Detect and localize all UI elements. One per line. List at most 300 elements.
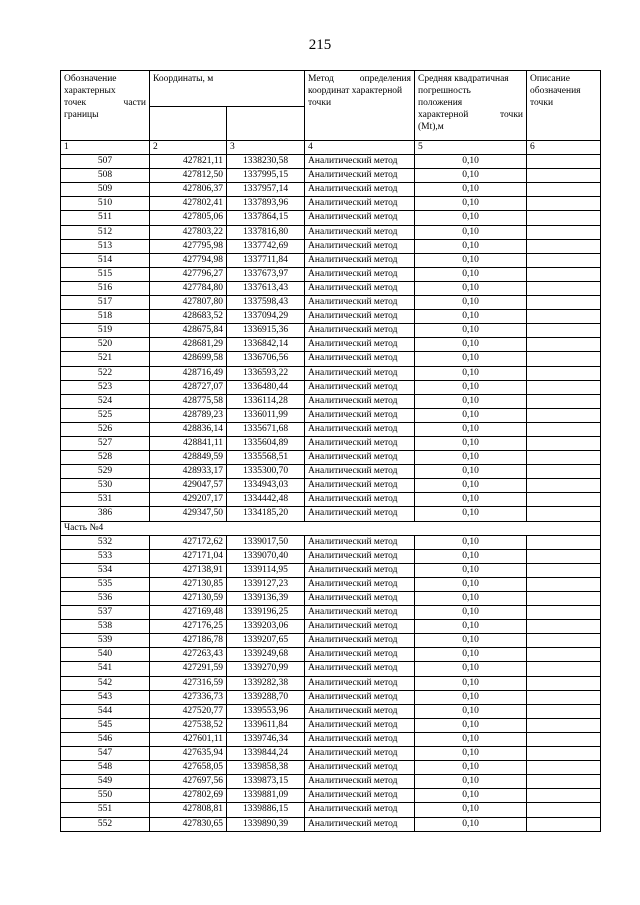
table-cell: 427336,73: [150, 690, 227, 704]
table-cell: 427538,52: [150, 718, 227, 732]
table-row: [61, 620, 601, 634]
table-cell: 428775,58: [150, 394, 227, 408]
table-row: [61, 577, 601, 591]
table-cell: 0,10: [415, 338, 527, 352]
table-cell: 1339017,50: [227, 535, 305, 549]
table-cell: 508: [61, 169, 150, 183]
table-cell: [527, 549, 601, 563]
table-cell: 0,10: [415, 648, 527, 662]
table-cell: 0,10: [415, 324, 527, 338]
header-text: характерной точки: [418, 110, 524, 120]
table-cell: 1335604,89: [227, 436, 305, 450]
table-cell: Аналитический метод: [305, 352, 415, 366]
table-cell: Аналитический метод: [305, 211, 415, 225]
table-cell: 427784,80: [150, 281, 227, 295]
table-cell: 428727,07: [150, 380, 227, 394]
table-cell: 427821,11: [150, 155, 227, 169]
page-number: 215: [308, 37, 332, 53]
table-cell: 427316,59: [150, 676, 227, 690]
table-cell: [527, 507, 601, 521]
table-cell: [527, 789, 601, 803]
table-cell: 429207,17: [150, 493, 227, 507]
table-row: [61, 479, 601, 493]
table-row: [61, 747, 601, 761]
table-cell: [527, 324, 601, 338]
table-row: [61, 465, 601, 479]
table-cell: [527, 296, 601, 310]
table-cell: 1339553,96: [227, 704, 305, 718]
table-cell: 427138,91: [150, 563, 227, 577]
table-cell: Аналитический метод: [305, 197, 415, 211]
table-cell: 0,10: [415, 577, 527, 591]
table-cell: 1336011,99: [227, 408, 305, 422]
table-cell: 1336480,44: [227, 380, 305, 394]
table-cell: [527, 732, 601, 746]
table-cell: 428836,14: [150, 422, 227, 436]
table-cell: 427808,81: [150, 803, 227, 817]
table-cell: 1339196,25: [227, 606, 305, 620]
table-cell: 543: [61, 690, 150, 704]
table-cell: 428683,52: [150, 310, 227, 324]
table-cell: [527, 761, 601, 775]
table-cell: 518: [61, 310, 150, 324]
table-cell: 1339611,84: [227, 718, 305, 732]
table-cell: 0,10: [415, 281, 527, 295]
table-cell: 0,10: [415, 817, 527, 831]
table-cell: [527, 451, 601, 465]
header-text: положения: [418, 98, 463, 108]
table-cell: 1339070,40: [227, 549, 305, 563]
table-cell: 427186,78: [150, 634, 227, 648]
table-cell: 520: [61, 338, 150, 352]
table-cell: 386: [61, 507, 150, 521]
table-cell: [527, 747, 601, 761]
table-cell: Аналитический метод: [305, 451, 415, 465]
table-cell: 428675,84: [150, 324, 227, 338]
table-cell: 1339858,38: [227, 761, 305, 775]
header-description: [527, 71, 601, 141]
table-cell: 0,10: [415, 535, 527, 549]
table-cell: 1339270,99: [227, 662, 305, 676]
table-cell: 540: [61, 648, 150, 662]
table-cell: 0,10: [415, 803, 527, 817]
table-cell: 0,10: [415, 676, 527, 690]
table-cell: [527, 281, 601, 295]
col-num: 1: [61, 141, 150, 155]
table-cell: [527, 366, 601, 380]
table-row: [61, 324, 601, 338]
header-text: точки: [530, 98, 554, 108]
table-cell: Аналитический метод: [305, 225, 415, 239]
table-cell: 1339890,39: [227, 817, 305, 831]
table-cell: [527, 465, 601, 479]
table-cell: 542: [61, 676, 150, 690]
table-cell: Аналитический метод: [305, 634, 415, 648]
table-cell: Аналитический метод: [305, 465, 415, 479]
table-cell: [527, 817, 601, 831]
table-cell: Аналитический метод: [305, 789, 415, 803]
table-cell: 1337957,14: [227, 183, 305, 197]
table-cell: 1334442,48: [227, 493, 305, 507]
table-cell: Аналитический метод: [305, 253, 415, 267]
table-cell: Аналитический метод: [305, 239, 415, 253]
table-row: [61, 211, 601, 225]
table-cell: 427520,77: [150, 704, 227, 718]
table-cell: 534: [61, 563, 150, 577]
table-cell: Аналитический метод: [305, 408, 415, 422]
table-row: [61, 366, 601, 380]
table-cell: Аналитический метод: [305, 732, 415, 746]
table-cell: 0,10: [415, 197, 527, 211]
table-cell: 0,10: [415, 718, 527, 732]
table-cell: [527, 394, 601, 408]
header-text: границы: [64, 110, 99, 120]
table-cell: 0,10: [415, 155, 527, 169]
table-cell: 1334185,20: [227, 507, 305, 521]
table-cell: 1337864,15: [227, 211, 305, 225]
table-cell: 514: [61, 253, 150, 267]
col-num: 3: [227, 141, 305, 155]
table-cell: 1336915,36: [227, 324, 305, 338]
table-cell: 0,10: [415, 352, 527, 366]
table-cell: Аналитический метод: [305, 577, 415, 591]
table-row: [61, 352, 601, 366]
header-text: Средняя квадратичная: [418, 74, 509, 84]
table-cell: 511: [61, 211, 150, 225]
table-row: [61, 493, 601, 507]
table-cell: 427658,05: [150, 761, 227, 775]
table-cell: 428849,59: [150, 451, 227, 465]
table-row: [61, 704, 601, 718]
table-cell: Аналитический метод: [305, 394, 415, 408]
table-cell: Аналитический метод: [305, 169, 415, 183]
table-cell: 427601,11: [150, 732, 227, 746]
table-cell: [527, 563, 601, 577]
table-cell: [527, 211, 601, 225]
table-cell: 522: [61, 366, 150, 380]
table-cell: 427802,41: [150, 197, 227, 211]
table-cell: 427130,85: [150, 577, 227, 591]
table-cell: 428841,11: [150, 436, 227, 450]
table-cell: 427794,98: [150, 253, 227, 267]
table-cell: [527, 479, 601, 493]
table-cell: 538: [61, 620, 150, 634]
table-cell: 551: [61, 803, 150, 817]
table-cell: [527, 183, 601, 197]
table-cell: 1339136,39: [227, 592, 305, 606]
table-cell: 524: [61, 394, 150, 408]
table-cell: 427176,25: [150, 620, 227, 634]
table-cell: [527, 380, 601, 394]
table-cell: 428716,49: [150, 366, 227, 380]
table-row: [61, 775, 601, 789]
table-cell: Аналитический метод: [305, 535, 415, 549]
column-numbers-row: [61, 141, 601, 155]
table-row: [61, 718, 601, 732]
table-cell: 1336593,22: [227, 366, 305, 380]
table-cell: 548: [61, 761, 150, 775]
table-cell: 0,10: [415, 183, 527, 197]
table-row: [61, 155, 601, 169]
header-error: [415, 71, 527, 141]
table-cell: 525: [61, 408, 150, 422]
table-cell: 0,10: [415, 606, 527, 620]
table-cell: 539: [61, 634, 150, 648]
table-cell: 523: [61, 380, 150, 394]
table-cell: 536: [61, 592, 150, 606]
table-cell: 1337598,43: [227, 296, 305, 310]
table-cell: 0,10: [415, 451, 527, 465]
table-cell: 1339207,65: [227, 634, 305, 648]
table-cell: 547: [61, 747, 150, 761]
table-cell: 0,10: [415, 479, 527, 493]
table-cell: 1339886,15: [227, 803, 305, 817]
table-cell: [527, 634, 601, 648]
table-cell: 531: [61, 493, 150, 507]
table-cell: 1339249,68: [227, 648, 305, 662]
table-cell: 428681,29: [150, 338, 227, 352]
table-row: [61, 267, 601, 281]
table-cell: 427130,59: [150, 592, 227, 606]
table-cell: 1337893,96: [227, 197, 305, 211]
table-cell: Аналитический метод: [305, 310, 415, 324]
table-cell: 427807,80: [150, 296, 227, 310]
header-row: [61, 71, 601, 107]
table-cell: [527, 606, 601, 620]
table-cell: [527, 704, 601, 718]
table-cell: Аналитический метод: [305, 436, 415, 450]
table-cell: 1336842,14: [227, 338, 305, 352]
section-label: Часть №4: [61, 521, 601, 535]
table-cell: 550: [61, 789, 150, 803]
table-cell: 0,10: [415, 732, 527, 746]
table-cell: 1335671,68: [227, 422, 305, 436]
table-cell: 0,10: [415, 296, 527, 310]
table-row: [61, 535, 601, 549]
table-row: [61, 690, 601, 704]
table-cell: Аналитический метод: [305, 338, 415, 352]
table-cell: Аналитический метод: [305, 366, 415, 380]
table-cell: 0,10: [415, 465, 527, 479]
table-cell: 427635,94: [150, 747, 227, 761]
table-cell: 546: [61, 732, 150, 746]
table-cell: [527, 225, 601, 239]
table-cell: Аналитический метод: [305, 324, 415, 338]
table-row: [61, 761, 601, 775]
table-cell: Аналитический метод: [305, 592, 415, 606]
table-row: [61, 789, 601, 803]
table-cell: 1335568,51: [227, 451, 305, 465]
table-cell: [527, 775, 601, 789]
table-row: [61, 648, 601, 662]
header-x: [150, 107, 227, 141]
table-cell: 544: [61, 704, 150, 718]
table-cell: 528: [61, 451, 150, 465]
table-cell: 509: [61, 183, 150, 197]
table-cell: 526: [61, 422, 150, 436]
table-cell: 1337094,29: [227, 310, 305, 324]
col-num: 5: [415, 141, 527, 155]
table-cell: 517: [61, 296, 150, 310]
table-cell: [527, 803, 601, 817]
table-cell: [527, 310, 601, 324]
table-cell: 1334943,03: [227, 479, 305, 493]
table-cell: [527, 155, 601, 169]
table-cell: Аналитический метод: [305, 606, 415, 620]
table-cell: 515: [61, 267, 150, 281]
table-cell: 428933,17: [150, 465, 227, 479]
table-row: [61, 563, 601, 577]
table-cell: 0,10: [415, 662, 527, 676]
table-cell: 1337816,80: [227, 225, 305, 239]
header-text: координат характерной: [308, 86, 403, 96]
table-cell: 1339282,38: [227, 676, 305, 690]
table-row: [61, 662, 601, 676]
table-cell: 0,10: [415, 436, 527, 450]
table-row: [61, 592, 601, 606]
table-cell: 527: [61, 436, 150, 450]
table-cell: 1338230,58: [227, 155, 305, 169]
table-cell: 552: [61, 817, 150, 831]
table-cell: Аналитический метод: [305, 648, 415, 662]
table-cell: 0,10: [415, 225, 527, 239]
table-cell: Аналитический метод: [305, 507, 415, 521]
table-row: [61, 239, 601, 253]
table-cell: 427171,04: [150, 549, 227, 563]
table-cell: 0,10: [415, 366, 527, 380]
table-cell: 0,10: [415, 310, 527, 324]
table-cell: 428699,58: [150, 352, 227, 366]
table-cell: 507: [61, 155, 150, 169]
table-cell: [527, 690, 601, 704]
table-cell: 0,10: [415, 408, 527, 422]
table-cell: 1337711,84: [227, 253, 305, 267]
table-cell: 1339127,23: [227, 577, 305, 591]
table-cell: 530: [61, 479, 150, 493]
table-cell: Аналитический метод: [305, 620, 415, 634]
table-cell: 0,10: [415, 169, 527, 183]
table-cell: 427802,69: [150, 789, 227, 803]
table-cell: 427805,06: [150, 211, 227, 225]
table-cell: [527, 352, 601, 366]
table-row: [61, 803, 601, 817]
table-cell: 0,10: [415, 507, 527, 521]
header-text: обозначения: [530, 86, 581, 96]
table-cell: Аналитический метод: [305, 380, 415, 394]
table-cell: [527, 338, 601, 352]
table-cell: 427803,22: [150, 225, 227, 239]
table-cell: [527, 493, 601, 507]
table-cell: 0,10: [415, 747, 527, 761]
table-cell: 0,10: [415, 267, 527, 281]
table-row: [61, 422, 601, 436]
header-text: точек части: [64, 98, 146, 108]
table-cell: 545: [61, 718, 150, 732]
table-cell: 428789,23: [150, 408, 227, 422]
table-cell: Аналитический метод: [305, 761, 415, 775]
table-cell: [527, 620, 601, 634]
table-cell: Аналитический метод: [305, 747, 415, 761]
col-num: 4: [305, 141, 415, 155]
table-row: [61, 296, 601, 310]
header-y: [227, 107, 305, 141]
table-cell: 521: [61, 352, 150, 366]
table-cell: Аналитический метод: [305, 690, 415, 704]
coordinates-table: [60, 70, 601, 832]
table-cell: Аналитический метод: [305, 662, 415, 676]
table-cell: [527, 577, 601, 591]
col-num: 2: [150, 141, 227, 155]
table-cell: 427806,37: [150, 183, 227, 197]
table-cell: [527, 662, 601, 676]
header-text: точки: [308, 98, 332, 108]
table-cell: 1339873,15: [227, 775, 305, 789]
table-cell: Аналитический метод: [305, 563, 415, 577]
table-cell: Аналитический метод: [305, 422, 415, 436]
header-text: Описание: [530, 74, 570, 84]
table-row: [61, 197, 601, 211]
table-cell: 1337613,43: [227, 281, 305, 295]
table-cell: 0,10: [415, 789, 527, 803]
table-cell: 510: [61, 197, 150, 211]
table-cell: Аналитический метод: [305, 281, 415, 295]
table-cell: [527, 197, 601, 211]
header-point-designation: [61, 71, 150, 141]
table-cell: 1337673,97: [227, 267, 305, 281]
table-cell: Аналитический метод: [305, 775, 415, 789]
table-cell: 1339203,06: [227, 620, 305, 634]
table-cell: Аналитический метод: [305, 549, 415, 563]
table-cell: 427291,59: [150, 662, 227, 676]
table-cell: Аналитический метод: [305, 155, 415, 169]
table-row: [61, 253, 601, 267]
header-text: Метод определения: [308, 74, 412, 84]
table-cell: 0,10: [415, 493, 527, 507]
header-text: (Mt),м: [418, 122, 444, 132]
table-cell: [527, 535, 601, 549]
table-cell: 0,10: [415, 775, 527, 789]
section-row: [61, 521, 601, 535]
header-text: Обозначение: [64, 74, 117, 84]
table-cell: Аналитический метод: [305, 493, 415, 507]
table-cell: [527, 648, 601, 662]
table-row: [61, 436, 601, 450]
table-cell: 0,10: [415, 563, 527, 577]
col-num: 6: [527, 141, 601, 155]
table-cell: 537: [61, 606, 150, 620]
table-cell: 429047,57: [150, 479, 227, 493]
table-row: [61, 408, 601, 422]
table-cell: [527, 267, 601, 281]
table-cell: 1339114,95: [227, 563, 305, 577]
table-cell: 427796,27: [150, 267, 227, 281]
table-cell: 1339288,70: [227, 690, 305, 704]
table-cell: 512: [61, 225, 150, 239]
table-cell: Аналитический метод: [305, 183, 415, 197]
table-cell: 427697,56: [150, 775, 227, 789]
table-row: [61, 549, 601, 563]
table-cell: 0,10: [415, 549, 527, 563]
table-cell: 0,10: [415, 704, 527, 718]
table-row: [61, 606, 601, 620]
table-row: [61, 634, 601, 648]
table-cell: 0,10: [415, 634, 527, 648]
table-cell: [527, 422, 601, 436]
table-cell: 519: [61, 324, 150, 338]
table-cell: 427812,50: [150, 169, 227, 183]
header-text: погрешность: [418, 86, 471, 96]
table-cell: 513: [61, 239, 150, 253]
